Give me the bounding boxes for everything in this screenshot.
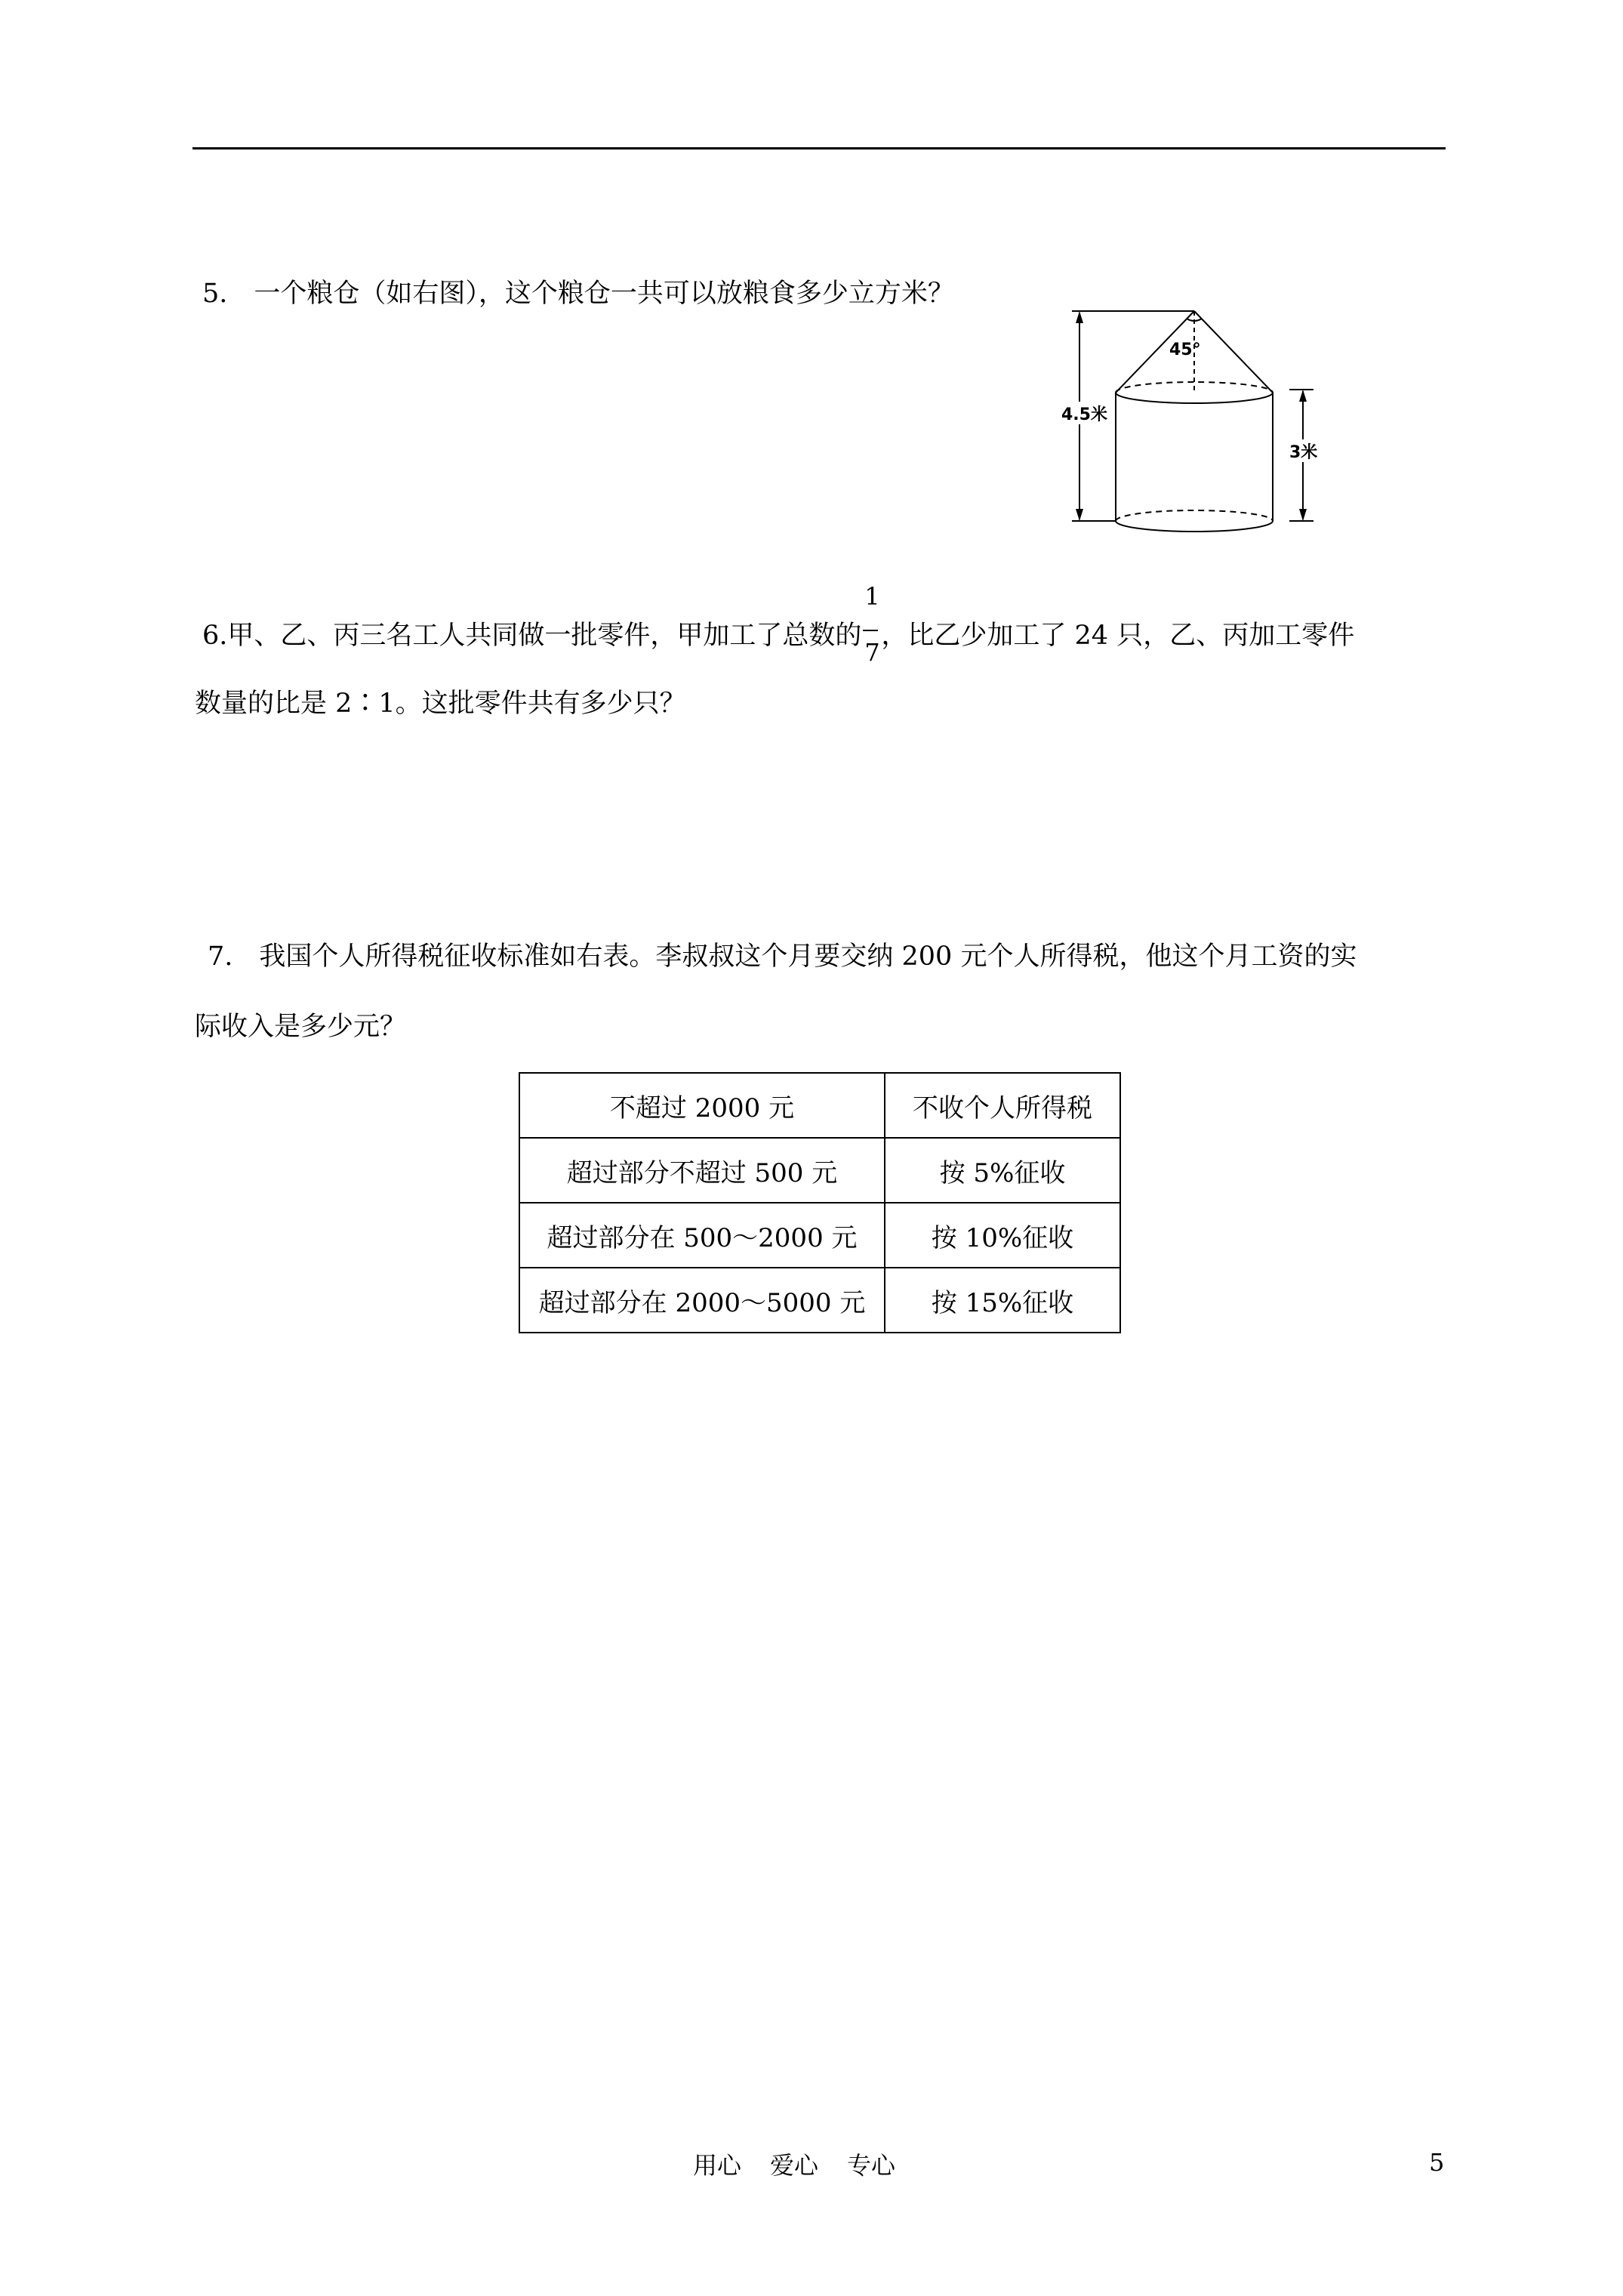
table-cell: 按 10%征收 (885, 1203, 1120, 1268)
page-number: 5 (1429, 2148, 1445, 2177)
table-cell: 超过部分不超过 500 元 (519, 1138, 885, 1203)
cyl-height-arrow-bottom (1299, 509, 1307, 521)
table-row (519, 1073, 1120, 1138)
question-6-text-before-fraction: 6.甲、乙、丙三名工人共同做一批零件，甲加工了总数的 (202, 621, 862, 651)
footer-motto (693, 2147, 924, 2181)
table-cell: 不收个人所得税 (885, 1073, 1120, 1138)
header-rule (192, 147, 1446, 149)
footer-motto-item: 爱心 (770, 2151, 819, 2180)
table-cell: 不超过 2000 元 (519, 1073, 885, 1138)
tax-rate-table (519, 1072, 1121, 1333)
table-row (519, 1203, 1120, 1268)
angle-label: 45° (1169, 341, 1201, 359)
cone-right-edge (1194, 311, 1273, 393)
table-cell: 按 15%征收 (885, 1268, 1120, 1333)
table-cell: 超过部分在 500～2000 元 (519, 1203, 885, 1268)
granary-figure (1049, 302, 1329, 536)
cyl-height-arrow-top (1299, 390, 1307, 402)
question-6-line-2: 数量的比是 2∶1。这批零件共有多少只？ (195, 689, 686, 719)
table-cell: 按 5%征收 (885, 1138, 1120, 1203)
fraction-bar (863, 630, 878, 631)
cyl-height-label: 3米 (1289, 443, 1318, 462)
cylinder-bottom-back (1116, 510, 1273, 521)
table-row (519, 1268, 1120, 1333)
question-6-line-1 (202, 582, 1355, 667)
fraction-numerator: 1 (864, 582, 880, 611)
footer-motto-item: 用心 (693, 2151, 742, 2180)
fraction-one-seventh (863, 582, 880, 667)
question-7-line-2: 际收入是多少元？ (195, 1012, 407, 1042)
question-5-text: 5. 一个粮仓（如右图），这个粮仓一共可以放粮食多少立方米？ (202, 279, 954, 309)
footer-motto-item: 专心 (847, 2151, 896, 2180)
total-height-arrow-bottom (1076, 509, 1083, 521)
cylinder-bottom-front (1116, 521, 1273, 532)
question-7-line-1: 7. 我国个人所得税征收标准如右表。李叔叔这个月要交纳 200 元个人所得税，他这个月工资的实 (208, 942, 1357, 972)
fraction-denominator: 7 (864, 638, 880, 667)
total-height-label: 4.5米 (1061, 405, 1107, 424)
table-cell: 超过部分在 2000～5000 元 (519, 1268, 885, 1333)
total-height-arrow-top (1076, 311, 1083, 323)
question-6-text-after-fraction: ，比乙少加工了 24 只，乙、丙加工零件 (881, 621, 1355, 651)
table-row (519, 1138, 1120, 1203)
cylinder-top-front (1116, 393, 1273, 403)
